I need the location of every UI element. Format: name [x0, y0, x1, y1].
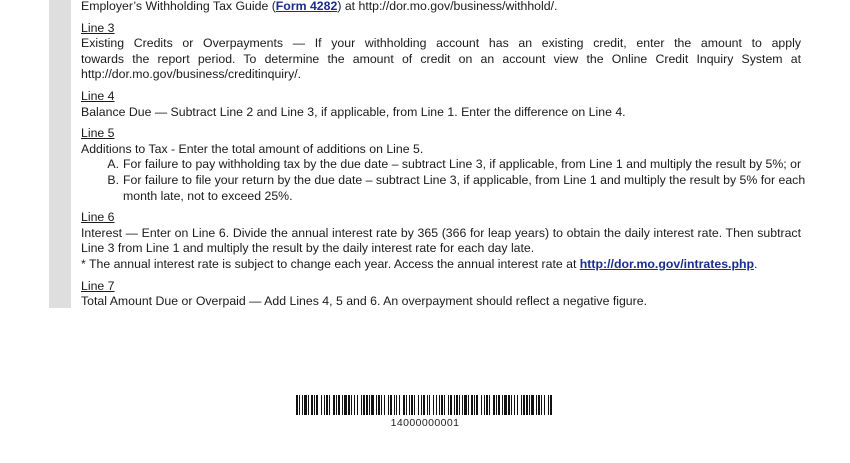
item-a-text: For failure to pay withholding tax by the due date – subtract Line 3, if applicable, from Line 1 and multiply the result by 5%; or — [123, 157, 802, 172]
line5-heading: Line 5 — [81, 126, 115, 141]
interest-note-end: . — [754, 256, 758, 271]
item-b-text: For failure to file your return by the due date – subtract Line 3, if applicable, from Line 1 and multiply the result by 5% for each — [123, 172, 806, 187]
sidebar-shade — [49, 0, 71, 308]
line4-text-1: Balance Due — Subtract Line 2 and Line 3, if applicable, from Line 1. Enter the difference on Line 4. — [81, 104, 626, 119]
line6-text-3 — [81, 257, 801, 273]
intro-prefix: Employer’s Withholding Tax Guide ( — [81, 0, 276, 13]
line3-heading: Line 3 — [81, 20, 115, 35]
barcode-number: 14000000001 — [390, 417, 460, 429]
line3-text-1: Existing Credits or Overpayments — If your withholding account has an existing credit, enter the amount to apply — [81, 36, 801, 51]
item-a-label: A. — [107, 157, 119, 172]
line7-text-1: Total Amount Due or Overpaid — Add Lines 4, 5 and 6. An overpayment should reflect a negative figure. — [81, 294, 647, 309]
line6-heading: Line 6 — [81, 210, 115, 225]
line3-text-2: towards the report period. To determine the amount of credit on an account view the Online Credit Inquiry System at — [81, 51, 801, 66]
form-4282-link[interactable]: Form 4282 — [275, 0, 338, 13]
intrates-link[interactable]: http://dor.mo.gov/intrates.php — [579, 256, 754, 271]
line6-text-1: Interest — Enter on Line 6. Divide the annual interest rate by 365 (366 for leap years) to obtain the daily interest rate. Then subtract — [81, 225, 801, 240]
item-b-continuation: month late, not to exceed 25%. — [123, 188, 293, 203]
intro-line — [81, 0, 801, 15]
barcode-image — [296, 395, 554, 415]
line5-item-b-cont — [81, 189, 801, 205]
instructions-body — [81, 0, 806, 310]
line4-heading: Line 4 — [81, 88, 115, 103]
line5-item-a — [81, 157, 801, 173]
interest-note: * The annual interest rate is subject to change each year. Access the annual interest rate at — [81, 256, 580, 271]
line5-text-1: Additions to Tax - Enter the total amount of additions on Line 5. — [81, 141, 424, 156]
intro-suffix: ) at http://dor.mo.gov/business/withhold/. — [337, 0, 558, 13]
line5-item-b — [81, 172, 806, 189]
item-b-label: B. — [107, 172, 119, 187]
line3-text-3: http://dor.mo.gov/business/creditinquiry/. — [81, 67, 302, 82]
line7-heading: Line 7 — [81, 278, 115, 293]
line6-text-2: Line 3 from Line 1 and multiply the result by the daily interest rate for each day late. — [81, 241, 535, 256]
